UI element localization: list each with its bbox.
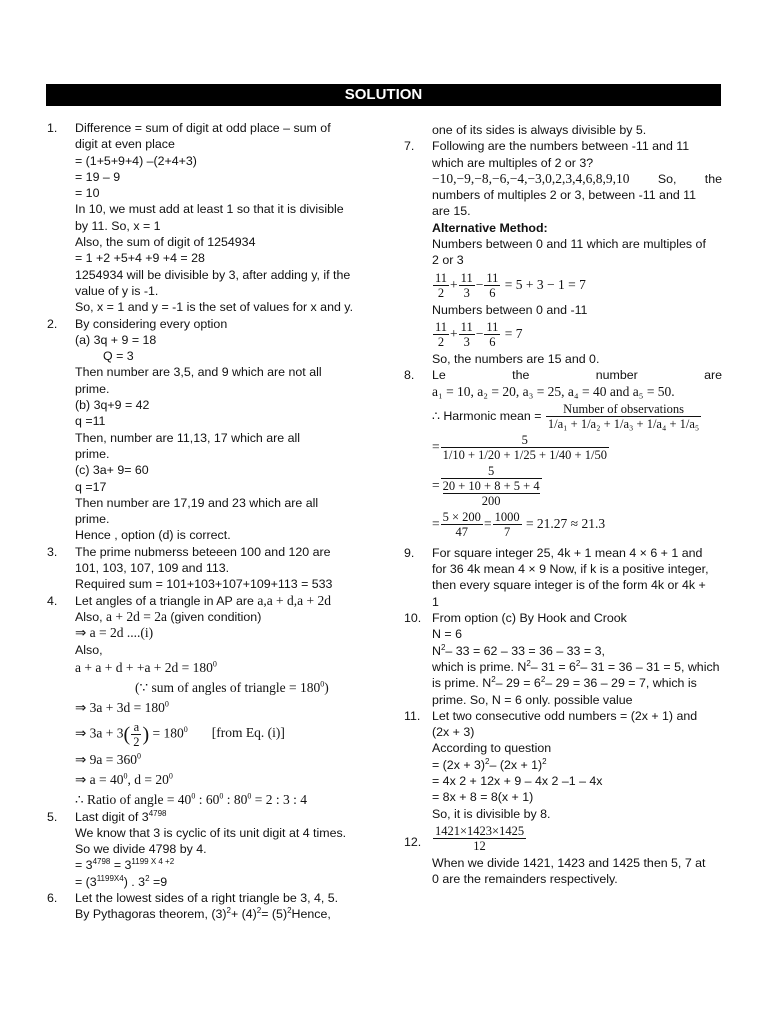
- equation-line: a₁ = 10, a₂ = 20, a₃ = 25, a₄ = 40 and a₅ = 50.: [432, 383, 675, 399]
- text-line: = 19 – 9: [75, 169, 121, 184]
- item-number: 7.: [404, 139, 415, 154]
- text-line: then every square integer is of the form 4k or 4k +: [432, 578, 706, 593]
- text-line: So, the numbers are 15 and 0.: [432, 351, 600, 366]
- text-line: prime.: [75, 446, 110, 461]
- text-line: −10,−9,−8,−6,−4,−3,0,2,3,4,6,8,9,10 So, the: [432, 170, 722, 186]
- fraction: $\frac{a}{2}$: [133, 719, 140, 749]
- text-line: Q = 3: [103, 349, 134, 364]
- text-line: (a) 3q + 9 = 18: [75, 332, 157, 347]
- text-line: 2 or 3: [432, 253, 464, 268]
- text-line: So we divide 4798 by 4.: [75, 842, 207, 857]
- equation-line: $a + a + d + +a + 2d = 180^0$: [75, 659, 217, 675]
- solution-9: [404, 545, 722, 610]
- solution-3: [47, 544, 365, 593]
- equation-line: $\frac{11}{2}$ + $\frac{11}{3}$ − $\frac{11}{6}$ = 7: [435, 319, 523, 349]
- item-number: 9.: [404, 545, 415, 560]
- text-line: By Pythagoras theorem, $(3)^2+ (4)^2=$ $(5)^2Hence$,: [75, 906, 331, 922]
- text-line: The prime nubmerss beteeen 100 and 120 are: [75, 544, 331, 559]
- text-line: one of its sides is always divisible by 5.: [432, 123, 647, 137]
- text-line: So, it is divisible by 8.: [432, 806, 551, 821]
- text-line: Hence , option (d) is correct.: [75, 528, 231, 543]
- equation-line: ∴ Ratio of angle = $40^0$ : $60^0$ : $80^0 = 2$ : 3 : 4: [75, 791, 307, 808]
- text-line: is prime. $N^2-$ $29 = 6^2-$ 29 = 36 – 29 = 7, which is: [432, 675, 697, 691]
- equation-line: ⇒ $3a + 3d = 180^0$: [75, 699, 169, 716]
- equation-line: ⇒ $9a = 360^0$: [75, 751, 142, 767]
- solution-11: [404, 708, 722, 822]
- text-line: Le the number are: [432, 368, 722, 383]
- text-line: 1254934 will be divisible by 3, after adding y, if the: [75, 267, 351, 282]
- solution-5: [47, 809, 365, 890]
- text-line: Let two consecutive odd numbers = (2x + 1) and: [432, 708, 698, 723]
- text-line: = 4x 2 + 12x + 9 – 4x 2 –1 – 4x: [432, 774, 603, 789]
- text-line: which are multiples of 2 or 3?: [432, 155, 594, 170]
- equation-line: $\frac{11}{2}$ + $\frac{11}{3}$ − $\frac{11}{6}$ = 5 + 3 − 1 = 7: [435, 270, 586, 300]
- text-line: Let angles of a triangle in AP are a,a + d,a + 2d: [75, 592, 332, 608]
- text-line: Also,: [75, 642, 103, 657]
- text-line: Numbers between 0 and -11: [432, 302, 588, 317]
- text-line: prime.: [75, 381, 110, 396]
- text-line: Then, number are 11,13, 17 which are all: [75, 430, 300, 445]
- text-line: 101, 103, 107, 109 and 113.: [75, 561, 230, 576]
- item-number: 5.: [47, 809, 58, 824]
- solution-12: [404, 824, 722, 888]
- item-number: 3.: [47, 544, 58, 559]
- text-line: prime. So, N = 6 only. possible value: [432, 692, 633, 707]
- item-number: 1.: [47, 121, 58, 135]
- text-line: Numbers between 0 and 11 which are multiples of: [432, 237, 706, 252]
- text-line: q =11: [75, 414, 106, 429]
- solution-1: [47, 120, 365, 316]
- right-column: [404, 122, 722, 888]
- text-line: = 1 +2 +5+4 +9 +4 = 28: [75, 251, 205, 266]
- equation-line: ⇒ $a = 40^0$, $d = 20^0$: [75, 771, 173, 787]
- text-line: Difference = sum of digit at odd place – sum of: [75, 121, 331, 135]
- text-line: For square integer 25, 4k + 1 mean 4 × 6 + 1 and: [432, 545, 703, 560]
- text-line: $N^2-$ 33 = 62 – 33 = 36 – 33 = 3,: [432, 642, 605, 658]
- equation-line: (∵ sum of angles of triangle = $180^0$): [135, 679, 329, 696]
- text-line: numbers of multiples 2 or 3, between -11 and 11: [432, 188, 697, 203]
- text-line: which is prime. $N^2-$ $31 = 6^2-$ 31 = 36 – 31 = 5, which: [432, 658, 720, 674]
- text-line: = 10: [75, 186, 100, 201]
- text-line: N = 6: [432, 627, 462, 642]
- item-number: 12.: [404, 834, 422, 849]
- text-line: Last digit of $3^{4798}$: [75, 808, 167, 824]
- text-line: = $(3^{1199X4})$ . $3^2 =9$: [75, 873, 168, 889]
- text-line: digit at even place: [75, 137, 175, 152]
- equation-line: $\frac{1421\times 1423\times 1425}{12}$: [435, 823, 525, 853]
- equation-line: ⇒ 3a + 3( $\frac{a}{2}$ ) = $180^0$ [from Eq. (i)]: [75, 719, 285, 749]
- item-number: 4.: [47, 593, 58, 608]
- equation-line: = $\frac{5}{1/10 + 1/20 + 1/25 + 1/40 + 1/50}$: [432, 432, 607, 462]
- text-line: Also, the sum of digit of 1254934: [75, 235, 256, 250]
- text-line: Required sum = 101+103+107+109+113 = 533: [75, 577, 333, 592]
- text-line: Following are the numbers between -11 and 11: [432, 139, 690, 154]
- banner-title: SOLUTION: [344, 86, 423, 103]
- solution-6-continued: [404, 122, 722, 138]
- solution-10: [404, 610, 722, 708]
- text-line: In 10, we must add at least 1 so that it is divisible: [75, 202, 344, 217]
- item-number: 2.: [47, 316, 58, 331]
- text-line: 1: [432, 594, 439, 609]
- text-line: by 11. So, x = 1: [75, 218, 161, 233]
- text-line: = (1+5+9+4) –(2+4+3): [75, 153, 197, 168]
- equation-line: = $\frac{5 \times 200}{47}$ = $\frac{1000}{7}$ = 21.27 ≈ 21.3: [432, 509, 606, 539]
- text-line: Let the lowest sides of a right triangle be 3, 4, 5.: [75, 891, 339, 906]
- text-line: Alternative Method:: [432, 220, 548, 235]
- left-column: [47, 120, 365, 923]
- item-number: 8.: [404, 368, 415, 383]
- text-line: 0 are the remainders respectively.: [432, 872, 618, 887]
- text-line: q =17: [75, 479, 107, 494]
- text-line: When we divide 1421, 1423 and 1425 then 5, 7 at: [432, 855, 706, 870]
- solution-banner: [46, 84, 721, 106]
- text-line: prime.: [75, 512, 110, 527]
- text-line: According to question: [432, 741, 552, 756]
- text-line: are 15.: [432, 204, 471, 219]
- item-number: 6.: [47, 891, 58, 906]
- text-line: (c) 3a+ 9= 60: [75, 463, 149, 478]
- text-line: Also, a + 2d = 2a (given condition): [75, 608, 262, 624]
- item-number: 11.: [404, 708, 421, 723]
- text-line: By considering every option: [75, 316, 228, 331]
- text-line: for 36 4k mean 4 × 9 Now, if k is a positive integer,: [432, 562, 709, 577]
- text-line: Then number are 17,19 and 23 which are all: [75, 495, 319, 510]
- text-line: = $(2x + 3)^2-$ $(2x + 1)^2$: [432, 756, 547, 772]
- text-line: (2x + 3): [432, 725, 475, 740]
- text-line: So, x = 1 and y = -1 is the set of values for x and y.: [75, 300, 354, 315]
- equation-line: ∴ Harmonic mean = $\frac{\text{Number of observations}}{\text{1/a₁ + 1/a₂ + 1/a₃ + 1/a₄ + 1/a₅}}$: [432, 401, 700, 431]
- text-line: Then number are 3,5, and 9 which are not all: [75, 365, 322, 380]
- solution-7: [404, 138, 722, 367]
- text-line: value of y is -1.: [75, 283, 159, 298]
- text-line: We know that 3 is cyclic of its unit digit at 4 times.: [75, 825, 347, 840]
- solution-6: [47, 890, 365, 923]
- equation-line: = 5 20 + 10 + 8 + 5 + 4 200: [432, 463, 540, 508]
- solution-8: [404, 367, 722, 539]
- solution-4: [47, 593, 365, 809]
- text-line: = $3^{4798} = 3^{1199 X 4 +2}$: [75, 857, 175, 873]
- item-number: 10.: [404, 611, 422, 626]
- text-line: (b) 3q+9 = 42: [75, 398, 150, 413]
- equation-line: ⇒ a = 2d ....(i): [75, 625, 154, 641]
- text-line: = 8x + 8 = 8(x + 1): [432, 790, 534, 805]
- solution-2: [47, 316, 365, 544]
- text-line: From option (c) By Hook and Crook: [432, 611, 627, 626]
